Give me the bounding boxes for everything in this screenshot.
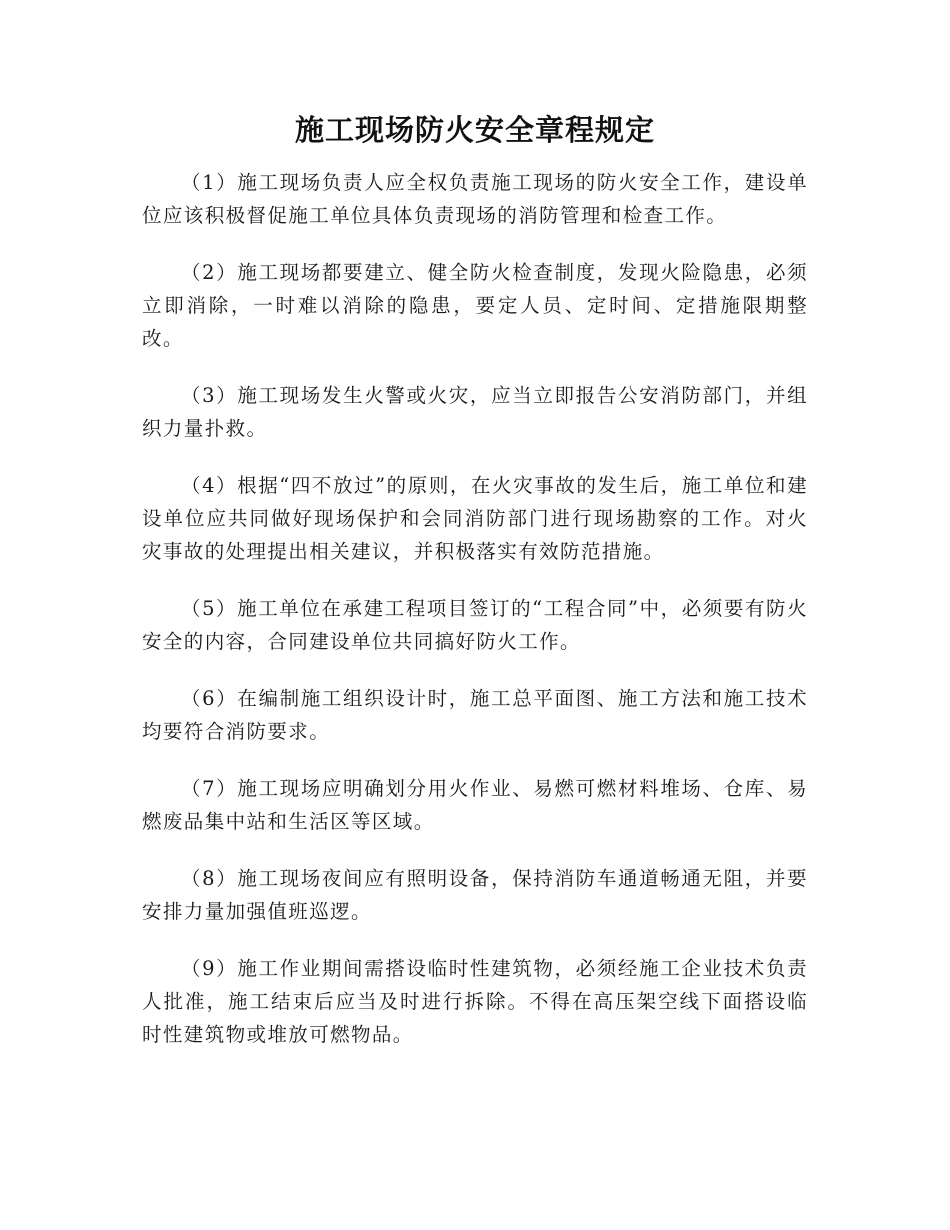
- paragraph-1: （1）施工现场负责人应全权负责施工现场的防火安全工作，建设单位应该积极督促施工单位具体负责现场的消防管理和检查工作。: [142, 171, 808, 227]
- paragraph-9: （9）施工作业期间需搭设临时性建筑物，必须经施工企业技术负责人批准，施工结束后应当及时进行拆除。不得在高压架空线下面搭设临时性建筑物或堆放可燃物品。: [142, 957, 808, 1046]
- paragraph-5: （5）施工单位在承建工程项目签订的“工程合同”中，必须要有防火安全的内容，合同建设单位共同搞好防火工作。: [142, 597, 808, 653]
- paragraph-7: （7）施工现场应明确划分用火作业、易燃可燃材料堆场、仓库、易燃废品集中站和生活区等区域。: [142, 777, 808, 833]
- paragraph-2: （2）施工现场都要建立、健全防火检查制度，发现火险隐患，必须立即消除，一时难以消除的隐患，要定人员、定时间、定措施限期整改。: [142, 261, 808, 350]
- paragraph-6: （6）在编制施工组织设计时，施工总平面图、施工方法和施工技术均要符合消防要求。: [142, 687, 808, 743]
- document-body: [142, 166, 808, 1075]
- paragraph-8: （8）施工现场夜间应有照明设备，保持消防车通道畅通无阻，并要安排力量加强值班巡逻。: [142, 867, 808, 923]
- paragraph-3: （3）施工现场发生火警或火灾，应当立即报告公安消防部门，并组织力量扑救。: [142, 384, 808, 440]
- paragraph-4: （4）根据“四不放过”的原则，在火灾事故的发生后，施工单位和建设单位应共同做好现场保护和会同消防部门进行现场勘察的工作。对火灾事故的处理提出相关建议，并积极落实有效防范措施。: [142, 474, 808, 563]
- document-title: 施工现场防火安全章程规定: [294, 113, 655, 147]
